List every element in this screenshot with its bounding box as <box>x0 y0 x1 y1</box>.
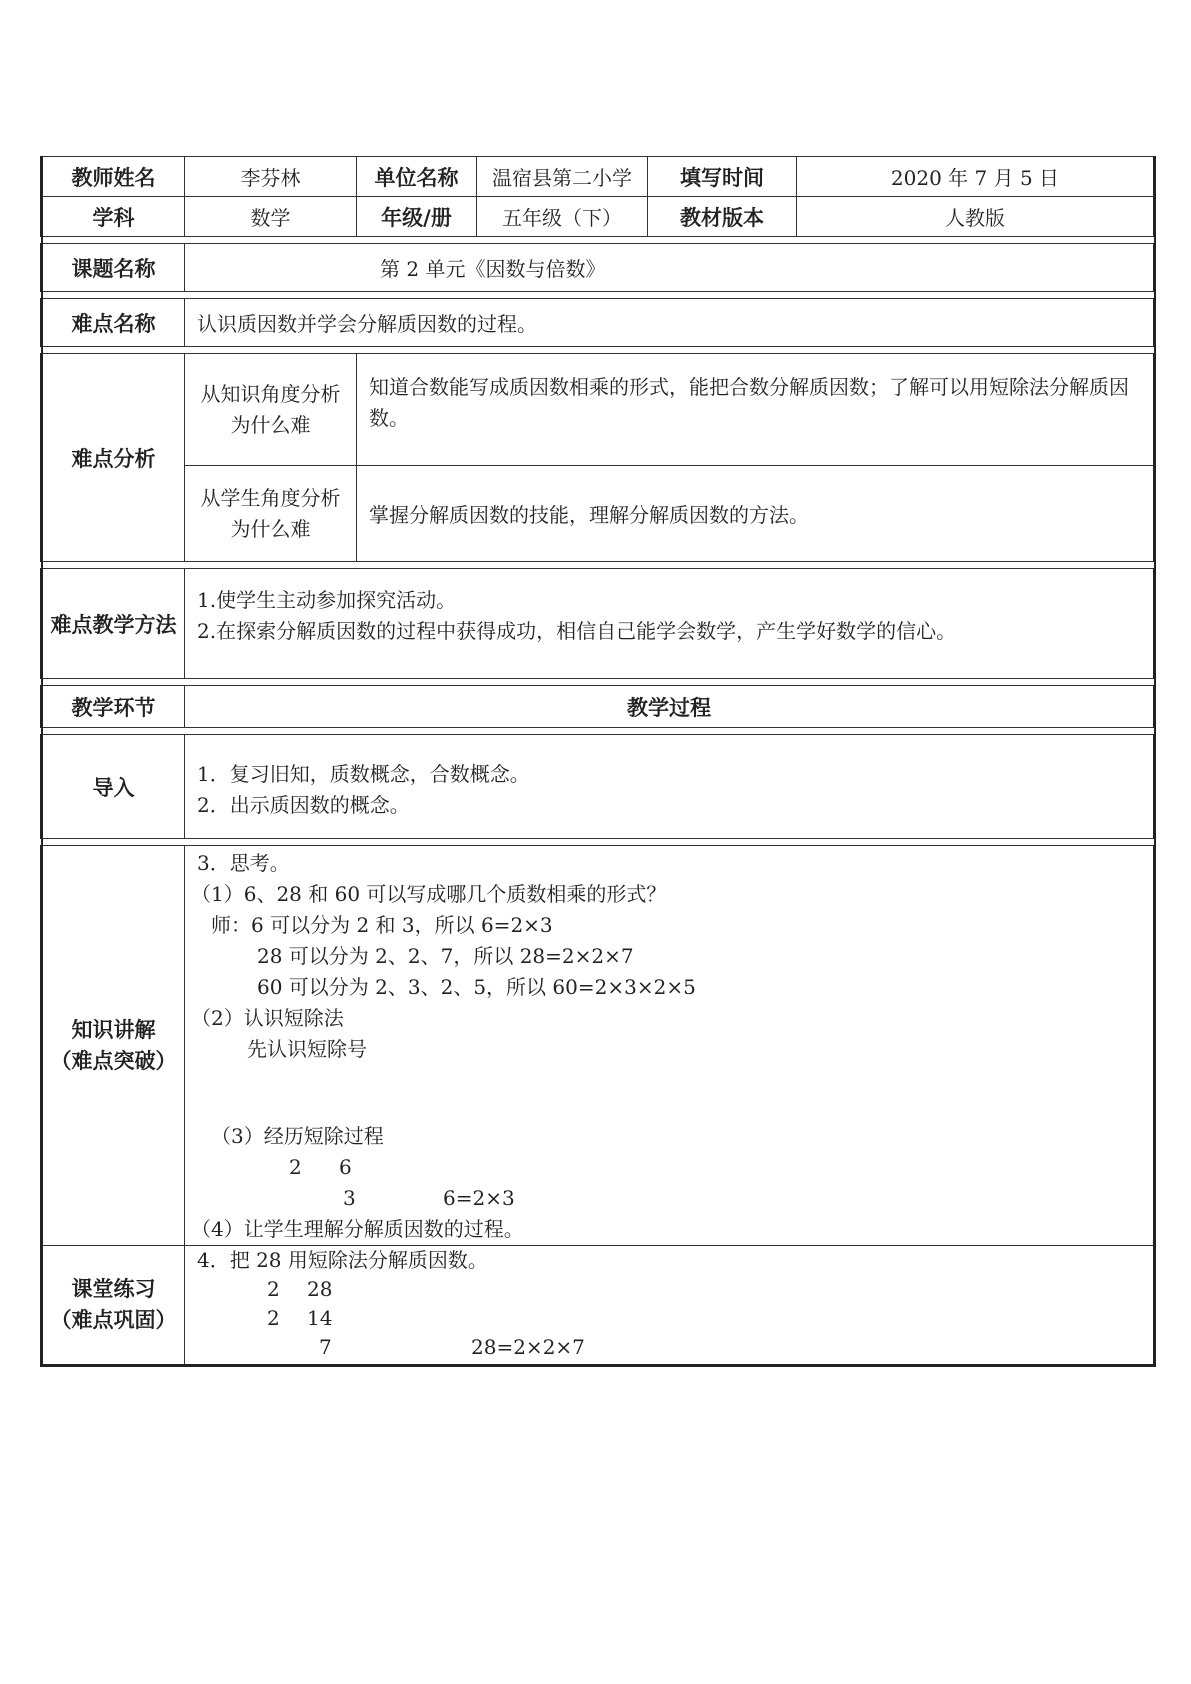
explain-line4: 28 可以分为 2、2、7，所以 28=2×2×7 <box>257 944 634 968</box>
practice-line1: 4．把 28 用短除法分解质因数。 <box>197 1248 488 1272</box>
method-line1: 1.使学生主动参加探究活动。 <box>197 588 457 612</box>
topic-value: 第 2 单元《因数与倍数》 <box>185 244 1155 292</box>
subject-label: 学科 <box>42 197 185 237</box>
explain-line5: 60 可以分为 2、3、2、5，所以 60=2×3×2×5 <box>257 975 696 999</box>
result-1: 6=2×3 <box>443 1186 515 1210</box>
practice-dividend-1: 28 <box>307 1277 333 1301</box>
student-angle-label <box>185 466 357 562</box>
knowledge-angle-line2: 为什么难 <box>230 412 311 437</box>
practice-divisor-2: 2 <box>267 1306 280 1330</box>
student-angle-line1: 从学生角度分析 <box>200 485 341 510</box>
division-step-1 <box>197 1152 1153 1183</box>
knowledge-angle-label <box>185 354 357 466</box>
practice-label-line1: 课堂练习 <box>71 1277 156 1301</box>
explain-row <box>42 846 1155 1246</box>
analysis-label: 难点分析 <box>42 354 185 562</box>
practice-label <box>42 1246 185 1366</box>
difficulty-label: 难点名称 <box>42 299 185 347</box>
explain-line2: （1）6、28 和 60 可以写成哪几个质数相乘的形式？ <box>191 882 667 906</box>
practice-result: 28=2×2×7 <box>471 1335 585 1359</box>
explain-line3: 师：6 可以分为 2 和 3，所以 6=2×3 <box>211 913 553 937</box>
intro-line2: 2．出示质因数的概念。 <box>197 793 410 817</box>
intro-row <box>42 735 1155 839</box>
grade-label: 年级/册 <box>357 197 477 237</box>
practice-step-3 <box>197 1333 1153 1362</box>
dividend-1: 6 <box>339 1155 352 1179</box>
knowledge-angle-value: 知道合数能写成质因数相乘的形式，能把合数分解质因数；了解可以用短除法分解质因数。 <box>357 354 1155 466</box>
explain-label-line2: （难点突破） <box>50 1048 177 1073</box>
quotient-1: 3 <box>343 1186 356 1210</box>
intro-line1: 1．复习旧知，质数概念，合数概念。 <box>197 762 530 786</box>
knowledge-angle-line1: 从知识角度分析 <box>200 381 341 406</box>
process-left-header: 教学环节 <box>42 686 185 728</box>
date-value: 2020 年 7 月 5 日 <box>797 157 1155 197</box>
analysis-row-student <box>42 466 1155 562</box>
difficulty-value: 认识质因数并学会分解质因数的过程。 <box>185 299 1155 347</box>
practice-dividend-2: 14 <box>307 1306 333 1330</box>
intro-label: 导入 <box>42 735 185 839</box>
difficulty-row <box>42 299 1155 347</box>
process-right-header: 教学过程 <box>185 686 1155 728</box>
practice-quotient: 7 <box>319 1335 332 1359</box>
practice-divisor-1: 2 <box>267 1277 280 1301</box>
student-angle-value: 掌握分解质因数的技能，理解分解质因数的方法。 <box>357 466 1155 562</box>
lesson-plan-sheet <box>40 156 1153 1367</box>
analysis-row-knowledge <box>42 354 1155 466</box>
student-angle-line2: 为什么难 <box>230 516 311 541</box>
practice-row <box>42 1246 1155 1366</box>
explain-line1: 3．思考。 <box>197 851 290 875</box>
info-row-2 <box>42 197 1155 237</box>
method-label: 难点教学方法 <box>42 569 185 679</box>
lesson-plan-table <box>40 156 1156 1367</box>
process-header-row <box>42 686 1155 728</box>
intro-content <box>185 735 1155 839</box>
unit-value: 温宿县第二小学 <box>477 157 648 197</box>
practice-step-2 <box>197 1304 1153 1333</box>
method-value <box>185 569 1155 679</box>
textbook-value: 人教版 <box>797 197 1155 237</box>
teacher-label: 教师姓名 <box>42 157 185 197</box>
explain-content <box>185 846 1155 1246</box>
divisor-1: 2 <box>289 1155 302 1179</box>
date-label: 填写时间 <box>648 157 797 197</box>
division-step-2 <box>197 1183 1153 1214</box>
topic-row <box>42 244 1155 292</box>
practice-content <box>185 1246 1155 1366</box>
unit-label: 单位名称 <box>357 157 477 197</box>
practice-step-1 <box>197 1275 1153 1304</box>
method-line2: 2.在探索分解质因数的过程中获得成功，相信自己能学会数学，产生学好数学的信心。 <box>197 619 957 643</box>
subject-value: 数学 <box>185 197 357 237</box>
method-row <box>42 569 1155 679</box>
explain-line8: （3）经历短除过程 <box>211 1124 384 1148</box>
explain-label-line1: 知识讲解 <box>71 1017 156 1042</box>
info-row-1 <box>42 157 1155 197</box>
grade-value: 五年级（下） <box>477 197 648 237</box>
explain-line6: （2）认识短除法 <box>191 1006 344 1030</box>
explain-line9: （4）让学生理解分解质因数的过程。 <box>191 1217 524 1241</box>
teacher-value: 李芬林 <box>185 157 357 197</box>
explain-label <box>42 846 185 1246</box>
explain-line7: 先认识短除号 <box>247 1037 367 1061</box>
textbook-label: 教材版本 <box>648 197 797 237</box>
practice-label-line2: （难点巩固） <box>50 1308 177 1332</box>
topic-label: 课题名称 <box>42 244 185 292</box>
